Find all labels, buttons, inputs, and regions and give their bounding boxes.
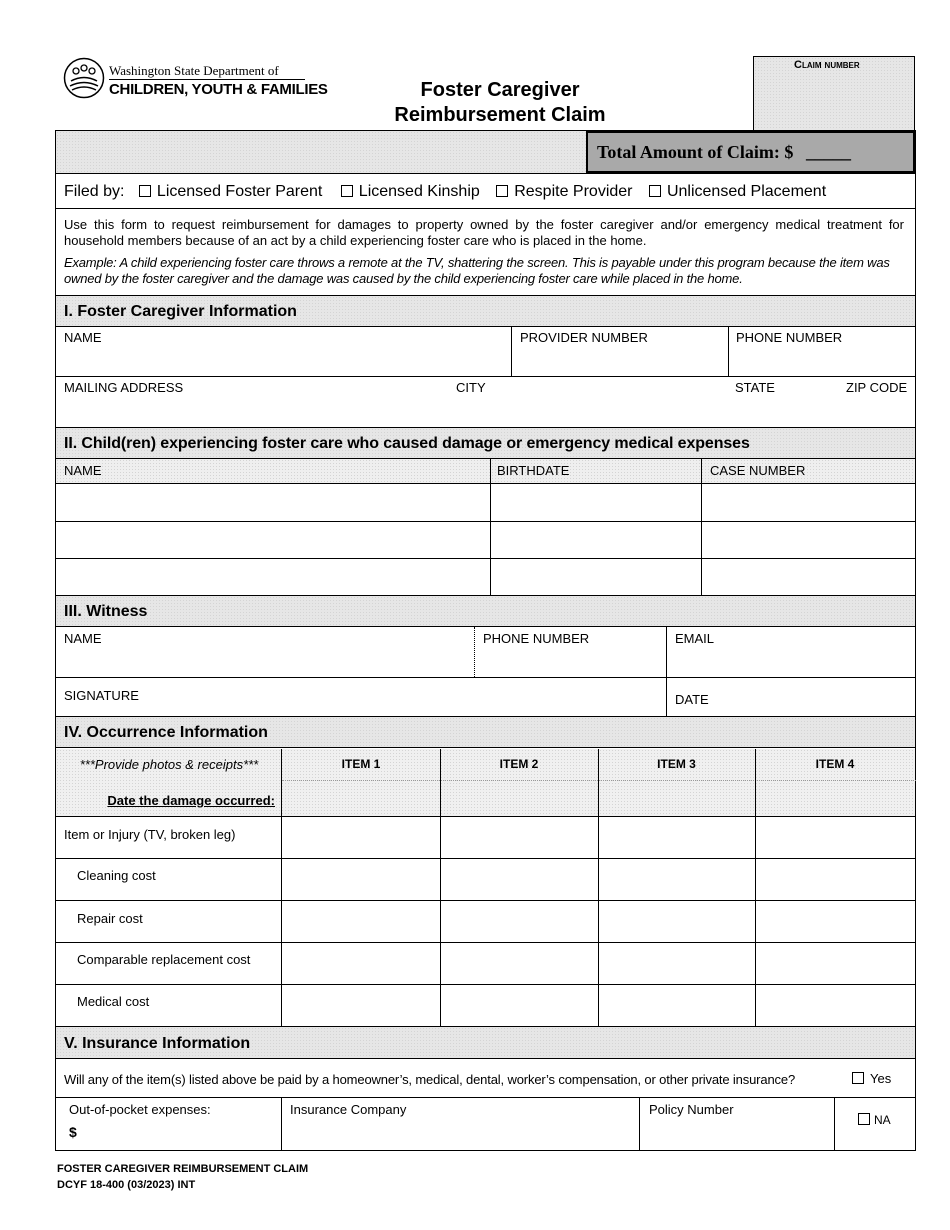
checkbox-icon[interactable] (341, 185, 353, 197)
zip-code-field[interactable]: ZIP CODE (846, 380, 908, 395)
family-seal-icon (63, 57, 105, 99)
filed-by-licensed-kinship[interactable]: Licensed Kinship (341, 183, 480, 200)
policy-number-field[interactable]: Policy Number (649, 1102, 734, 1117)
witness-signature-field[interactable]: SIGNATURE (64, 688, 139, 703)
child-row[interactable] (56, 484, 916, 521)
child-row[interactable] (56, 522, 916, 558)
item-3-header: ITEM 3 (657, 757, 696, 771)
insurance-company-field[interactable]: Insurance Company (290, 1102, 407, 1117)
claim-number-label: Claim number (794, 59, 860, 71)
dept-name-line2: CHILDREN, YOUTH & FAMILIES (109, 81, 328, 98)
row-repair-cost: Repair cost (77, 911, 143, 926)
checkbox-icon[interactable] (852, 1072, 864, 1084)
filed-by-respite-provider[interactable]: Respite Provider (496, 183, 632, 200)
item-date-cell[interactable] (283, 781, 439, 815)
photos-note: ***Provide photos & receipts*** (79, 757, 259, 772)
state-field[interactable]: STATE (735, 380, 775, 395)
intro-text: Use this form to request reimbursement for damages to property owned by the foster caregiver and/or emergency medical treatment for household members because of an act by a child experiencing foster care who is placed in the home. (64, 217, 904, 248)
child-name-header: NAME (64, 463, 102, 478)
footer-form-name: FOSTER CAREGIVER REIMBURSEMENT CLAIM (57, 1163, 309, 1175)
witness-name-field[interactable]: NAME (64, 631, 102, 646)
section-1-title: I. Foster Caregiver Information (64, 303, 297, 320)
caregiver-name-field[interactable]: NAME (64, 330, 102, 345)
mailing-address-field[interactable]: MAILING ADDRESS (64, 380, 184, 395)
filed-by-unlicensed-placement[interactable]: Unlicensed Placement (649, 183, 826, 200)
section-4-header (56, 716, 915, 748)
witness-email-field[interactable]: EMAIL (675, 631, 715, 646)
insurance-question: Will any of the item(s) listed above be paid by a homeowner’s, medical, dental, worker’s compensation, or other private insurance? (64, 1072, 796, 1087)
item-date-cell[interactable] (756, 781, 914, 815)
caregiver-phone-field[interactable]: PHONE NUMBER (736, 330, 843, 345)
item-date-cell[interactable] (441, 781, 597, 815)
filed-by-label: Filed by: (64, 183, 125, 200)
checkbox-icon[interactable] (139, 185, 151, 197)
dollar-sign: $ (69, 1124, 77, 1140)
item-2-header: ITEM 2 (499, 757, 539, 771)
item-date-cell[interactable] (599, 781, 754, 815)
child-case-number-header: CASE NUMBER (710, 463, 806, 478)
section-3-title: III. Witness (64, 603, 148, 620)
dept-name-line1: Washington State Department of (109, 63, 279, 78)
checkbox-icon[interactable] (858, 1113, 870, 1125)
page-title-line2: Reimbursement Claim (394, 104, 606, 126)
row-replacement-cost: Comparable replacement cost (77, 952, 251, 967)
section-2-header (56, 427, 915, 459)
city-field[interactable]: CITY (456, 380, 486, 395)
child-row[interactable] (56, 559, 916, 595)
page-title-line1: Foster Caregiver (420, 79, 580, 101)
filed-by-licensed-foster-parent[interactable]: Licensed Foster Parent (139, 183, 322, 200)
section-5-title: V. Insurance Information (64, 1035, 251, 1052)
section-5-header (56, 1026, 915, 1059)
witness-phone-field[interactable]: PHONE NUMBER (483, 631, 590, 646)
total-row-shade (56, 131, 586, 173)
row-cleaning-cost: Cleaning cost (77, 868, 156, 883)
out-of-pocket-label: Out-of-pocket expenses: (69, 1102, 211, 1117)
row-medical-cost: Medical cost (77, 994, 150, 1009)
item-1-header: ITEM 1 (341, 757, 381, 771)
witness-date-field[interactable]: DATE (675, 692, 709, 707)
child-birthdate-header: BIRTHDATE (497, 463, 570, 478)
claim-number-box[interactable] (753, 56, 915, 131)
section-2-title: II. Child(ren) experiencing foster care who caused damage or emergency medical expenses (64, 435, 750, 452)
out-of-pocket-field[interactable] (69, 1124, 269, 1146)
date-damage-label: Date the damage occurred: (107, 793, 275, 808)
intro-example: Example: A child experiencing foster care throws a remote at the TV, shattering the screen. This is payable under this program because the item was owned by the foster caregiver and the damage was caused by the child experiencing foster care while placed in the home. (64, 255, 890, 286)
dcyf-logo (63, 57, 328, 103)
total-amount-label: Total Amount of Claim: $ (597, 142, 794, 162)
row-item-or-injury: Item or Injury (TV, broken leg) (64, 827, 236, 842)
section-4-title: IV. Occurrence Information (64, 724, 268, 741)
total-amount-blank: _____ (806, 142, 851, 162)
section-1-header (56, 295, 915, 327)
section-3-header (56, 595, 915, 627)
total-amount-box[interactable] (586, 131, 915, 173)
page-title (340, 78, 660, 128)
provider-number-field[interactable]: PROVIDER NUMBER (520, 330, 648, 345)
insurance-na-option[interactable]: NA (858, 1113, 891, 1127)
item-4-header: ITEM 4 (815, 757, 855, 771)
checkbox-icon[interactable] (649, 185, 661, 197)
footer-form-id: DCYF 18-400 (03/2023) INT (57, 1179, 196, 1191)
insurance-yes-option[interactable]: Yes (852, 1071, 891, 1086)
filed-by-row (64, 183, 826, 201)
checkbox-icon[interactable] (496, 185, 508, 197)
